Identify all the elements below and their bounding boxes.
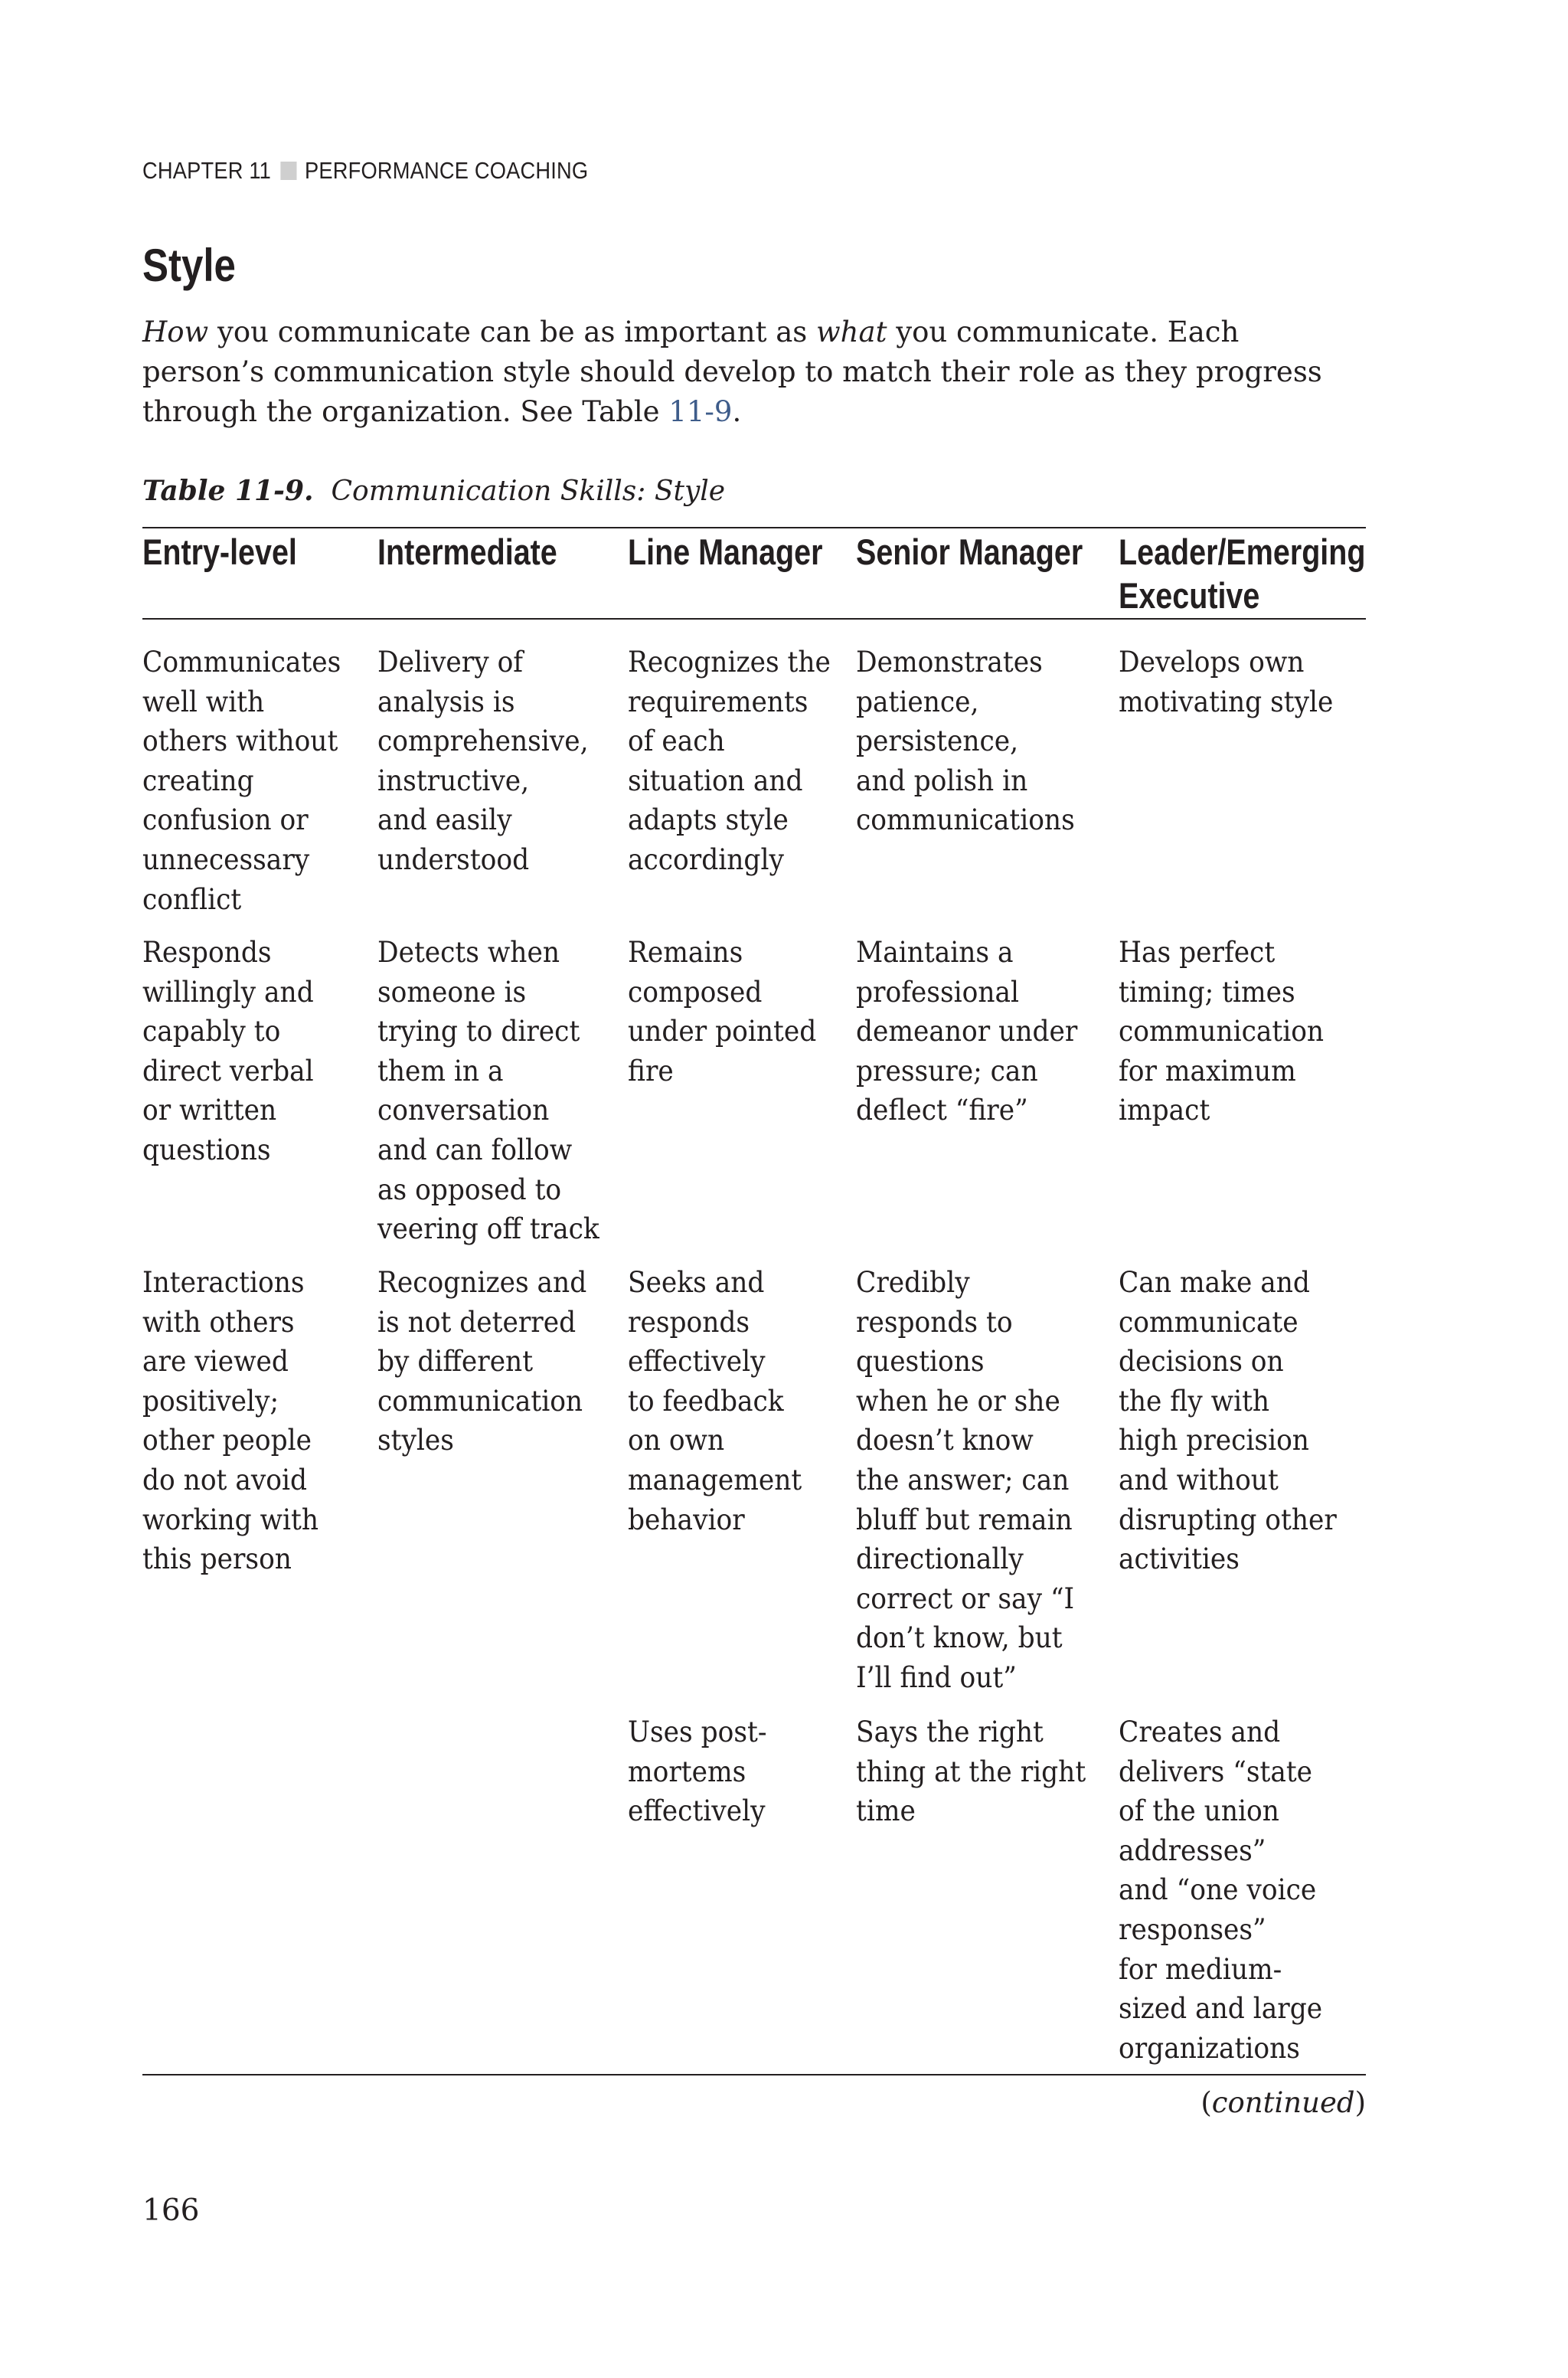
- continued-label: continued: [1211, 2086, 1355, 2119]
- table-reference-link[interactable]: 11-9: [668, 395, 733, 428]
- running-head-chapter: CHAPTER 11: [142, 157, 272, 184]
- running-head: [142, 157, 588, 185]
- column-header-entry-level: Entry-level: [142, 532, 297, 572]
- table-cell-r1-intermediate: Delivery of analysis is comprehensive, instructive, and easily understood: [377, 646, 589, 876]
- page-number: 166: [142, 2193, 200, 2228]
- column-header-intermediate: Intermediate: [377, 532, 557, 572]
- column-header-senior-manager: Senior Manager: [856, 532, 1083, 572]
- table-cell-r3-line-manager: Seeks and responds effectively to feedback on own management behavior: [628, 1266, 802, 1536]
- table-cell-r2-line-manager: Remains composed under pointed fire: [628, 936, 817, 1088]
- table-caption-label: Table 11-9.: [142, 475, 314, 507]
- table-cell-r2-entry-level: Responds willingly and capably to direct verbal or written questions: [142, 936, 314, 1166]
- intro-emphasis-what: what: [816, 316, 887, 348]
- running-head-title: PERFORMANCE COACHING: [305, 157, 589, 184]
- continued-open-paren: (: [1200, 2086, 1212, 2119]
- table-cell-r4-senior-manager: Says the right thing at the right time: [856, 1716, 1086, 1828]
- square-bullet-icon: [280, 162, 296, 180]
- table-cell-r1-entry-level: Communicates well with others without creating confusion or unnecessary conflict: [142, 646, 341, 916]
- table-caption: [142, 475, 725, 507]
- table-cell-r1-line-manager: Recognizes the requirements of each situation and adapts style accordingly: [628, 646, 831, 876]
- table-cell-r3-leader: Can make and communicate decisions on the fly with high precision and without disrupting other activities: [1119, 1266, 1337, 1576]
- intro-text-2: you communicate. Each person’s communication style should develop to match their role as they progress through the organization. See Table: [142, 316, 1322, 428]
- table-cell-r3-senior-manager: Credibly responds to questions when he or she doesn’t know the answer; can bluff but remain directionally correct or say “I don’t know, but I’ll find out”: [856, 1266, 1075, 1694]
- table-cell-r1-leader: Develops own motivating style: [1119, 646, 1334, 718]
- column-header-line-manager: Line Manager: [628, 532, 823, 572]
- table-cell-r1-senior-manager: Demonstrates patience, persistence, and polish in communications: [856, 646, 1075, 837]
- continued-close-paren: ): [1354, 2086, 1366, 2119]
- table-header-rule: [142, 618, 1366, 620]
- table-cell-r4-line-manager: Uses post- mortems effectively: [628, 1716, 767, 1828]
- intro-text-3: .: [732, 395, 742, 428]
- table-cell-r3-entry-level: Interactions with others are viewed positively; other people do not avoid working with this person: [142, 1266, 319, 1576]
- table-cell-r2-leader: Has perfect timing; times communication for maximum impact: [1119, 936, 1325, 1127]
- intro-paragraph: [142, 312, 1337, 432]
- column-header-leader-emerging-executive: Leader/Emerging Executive: [1119, 532, 1366, 616]
- table-cell-r2-senior-manager: Maintains a professional demeanor under pressure; can deflect “fire”: [856, 936, 1078, 1127]
- table-cell-r2-intermediate: Detects when someone is trying to direct them in a conversation and can follow as opposed to veering off track: [377, 936, 599, 1246]
- table-cell-r3-intermediate: Recognizes and is not deterred by different communication styles: [377, 1266, 587, 1457]
- continued-note: [1200, 2086, 1366, 2119]
- table-caption-text: Communication Skills: Style: [331, 476, 726, 507]
- table-bottom-rule: [142, 2074, 1366, 2075]
- table-cell-r4-leader: Creates and delivers “state of the union addresses” and “one voice responses” for medium- sized and large organizations: [1119, 1716, 1323, 2065]
- intro-text-1: you communicate can be as important as: [208, 316, 817, 348]
- intro-emphasis-how: How: [142, 316, 209, 348]
- table-top-rule: [142, 527, 1366, 528]
- section-title: Style: [142, 240, 236, 291]
